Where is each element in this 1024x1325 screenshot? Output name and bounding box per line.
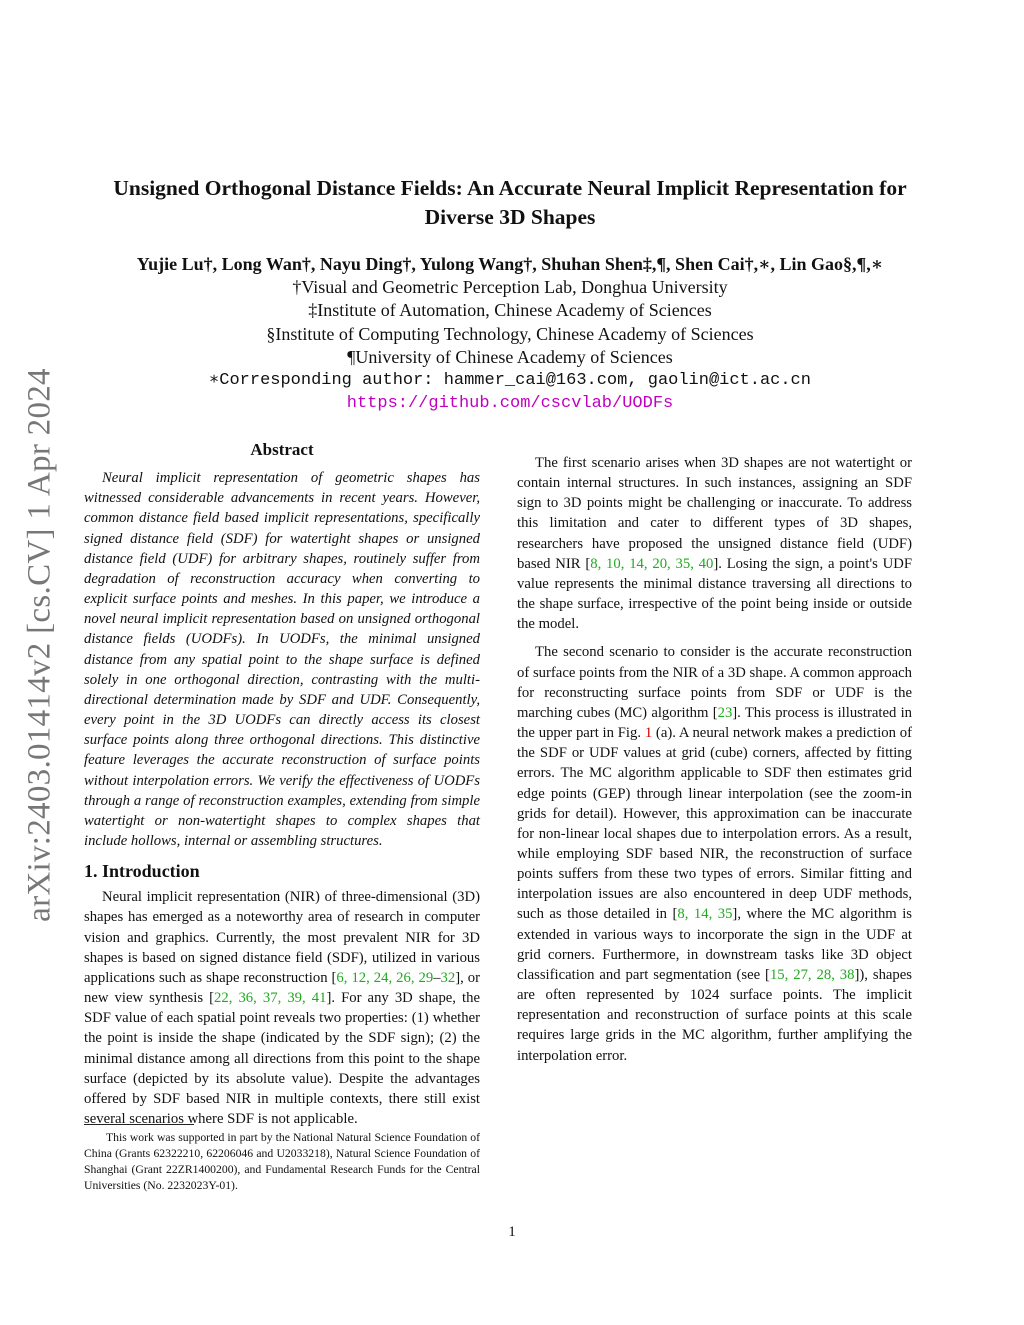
paper-title: Unsigned Orthogonal Distance Fields: An Accurate Neural Implicit Representation for Diverse 3D Shapes <box>113 176 907 229</box>
intro-paragraph-3: The second scenario to consider is the accurate reconstruction of surface points from the NIR of a 3D shape. A common approach for reconstructing surface points from SDF or UDF is the marching cubes (MC) algorithm [23]. This process is illustrated in the upper part in Fig. 1 (a). A neural network makes a prediction of the SDF or UDF values at grid (cube) corners, affected by fitting errors. The MC algorithm applicable to SDF then estimates grid edge points (GEP) through linear interpolation (see the zoom-in grids for detail). However, this approximation can be inaccurate for non-linear local shapes due to interpolation errors. As a result, while employing SDF based NIR, the reconstruction of surface points suffers from these two types of errors. Similar fitting and interpolation issues are also encountered in deep UDF methods, such as those detailed in [8, 14, 35], where the MC algorithm is extended in various ways to incorporate the sign in the UDF at grid corners. Furthermore, in downstream tasks like 3D object classification and part segmentation (see [15, 27, 28, 38]), shapes are often represented by 1024 surface points. The implicit representation and reconstruction of surface points at this scale requires large grids in the MC algorithm, further amplifying the interpolation error. <box>517 644 913 1064</box>
page-number: 1 <box>508 1224 516 1240</box>
affiliation-donghua: †Visual and Geometric Perception Lab, Donghua University <box>292 277 728 297</box>
citation-group-4[interactable] <box>718 705 733 721</box>
citation-39[interactable]: 39 <box>287 990 302 1007</box>
citation-29[interactable]: 29 <box>418 969 434 986</box>
citation-32[interactable]: 32 <box>440 969 456 986</box>
citation-38[interactable]: 38 <box>839 966 855 983</box>
affiliation-ucas: ¶University of Chinese Academy of Sciences <box>347 346 673 367</box>
citation-10[interactable]: 10 <box>606 555 621 572</box>
citation-20[interactable]: 20 <box>652 555 668 572</box>
citation-group-2[interactable]: 22, 36, 37, 39, 41 <box>214 990 327 1007</box>
funding-footnote <box>84 1130 480 1194</box>
citation-group-5[interactable]: 8, 14, 35 <box>677 906 733 923</box>
citation-6[interactable]: 6 <box>336 969 344 986</box>
citation-24[interactable]: 24 <box>373 969 389 986</box>
citation-group-1[interactable]: 6, 12, 24, 26, 29 <box>336 969 434 986</box>
footnote-text: This work was supported in part by the National Natural Science Foundation of China (Grants 62322210, 62206046 and U2033218), Natural Science Foundation of Shanghai (Grant 22ZR1400200), and Fundamental Research Funds for the Central Universities (No. 2232023Y-01). <box>84 1131 480 1192</box>
citation-35[interactable]: 35 <box>675 555 691 572</box>
author-list: Yujie Lu†, Long Wan†, Nayu Ding†, Yulong Wang†, Shuhan Shen‡,¶, Shen Cai†,∗, Lin Gao§,¶,∗ <box>136 254 884 274</box>
citation-36[interactable]: 36 <box>238 990 254 1007</box>
repo-link[interactable]: https://github.com/cscvlab/UODFs <box>346 394 674 414</box>
arxiv-side-label <box>12 355 68 935</box>
citation-12[interactable]: 12 <box>351 969 367 986</box>
citation-15[interactable]: 15 <box>769 966 785 983</box>
intro-paragraph-1: Neural implicit representation (NIR) of three-dimensional (3D) shapes has emerged as a noteworthy area of research in computer vision and graphics. Currently, the most prevalent NIR for 3D shapes is based on signed distance field (SDF), utilized in various applications such as shape reconstruction [6, 12, 24, 26, 29–32], or new view synthesis [22, 36, 37, 39, 41]. For any 3D shape, the SDF value of each spatial point reveals two properties: (1) whether the point is inside the shape (indicated by the SDF sign); (2) the minimal distance among all directions from this point to the shape surface (depicted by its absolute value). Despite the advantages offered by SDF based NIR in multiple contexts, there still exist several scenarios where SDF is not applicable. <box>84 889 481 1127</box>
citation-23[interactable]: 23 <box>717 704 733 721</box>
intro-paragraph-1-continued: ]. For any 3D shape, the SDF value of each spatial point reveals two properties: (1) whether the point is inside the shape (indicated by the SDF sign); (2) the minimal distance among all directions from this point to the shape surface (depicted by its absolute value). Despite the advantages offered by SDF based NIR in multiple contexts, there still exist several scenarios where SDF is not applicable. <box>84 990 480 1127</box>
citation-14[interactable]: 14 <box>629 555 644 572</box>
citation-8[interactable]: 8 <box>590 555 598 572</box>
introduction-heading: 1. Introduction <box>84 861 200 882</box>
abstract-heading: Abstract <box>250 440 314 459</box>
citation-40[interactable]: 40 <box>698 555 714 572</box>
citation-26[interactable]: 26 <box>396 969 411 986</box>
arxiv-identifier: arXiv:2403.01414v2 [cs.CV] 1 Apr 2024 <box>21 368 58 922</box>
corresponding-author: ∗Corresponding author: hammer_cai@163.com, gaolin@ict.ac.cn <box>209 371 811 391</box>
right-column <box>517 445 912 1066</box>
footnote-rule <box>84 1124 194 1125</box>
left-column <box>84 440 480 1129</box>
citation-35[interactable]: 35 <box>717 906 733 923</box>
citation-37[interactable]: 37 <box>262 990 278 1007</box>
citation-group-6[interactable]: 15, 27, 28, 38 <box>769 966 855 983</box>
affiliation-casia: ‡Institute of Automation, Chinese Academy of Sciences <box>308 300 712 321</box>
citation-41[interactable]: 41 <box>311 990 327 1007</box>
citation-22[interactable]: 22 <box>214 990 229 1007</box>
abstract-text: Neural implicit representation of geometric shapes has witnessed considerable advancements in recent years. However, common distance field based implicit representations, specifically signed distance field (SDF) for watertight shapes or unsigned distance field (UDF) for arbitrary shapes, routinely suffer from degradation of reconstruction accuracy when converting to explicit surface points and meshes. In this paper, we introduce a novel neural implicit representation based on unsigned orthogonal distance fields (UODFs). In UODFs, the minimal unsigned distance from any spatial point to the shape surface is defined solely in one orthogonal direction, contrasting with the multi-directional determination made by SDF and UDF. Consequently, every point in the 3D UODFs can directly access its closest surface points along three orthogonal directions. This distinctive feature leverages the accurate reconstruction of surface points without interpolation errors. We verify the effectiveness of UODFs through a range of reconstruction examples, extending from simple watertight or non-watertight shapes to complex shapes that include hollows, internal or assembling structures. <box>84 470 480 849</box>
citation-28[interactable]: 28 <box>816 966 832 983</box>
citation-group-3[interactable]: 8, 10, 14, 20, 35, 40 <box>590 555 714 572</box>
affiliation-ict: §Institute of Computing Technology, Chinese Academy of Sciences <box>266 323 754 344</box>
intro-paragraph-2: The first scenario arises when 3D shapes are not watertight or contain internal structures. In such instances, assigning an SDF sign to 3D points might be challenging or inaccurate. To address this limitation and cater to different types of 3D shapes, researchers have proposed the unsigned distance field (UDF) based NIR [8, 10, 14, 20, 35, 40]. Losing the sign, a point's UDF value represents the minimal distance traversing all directions to the shape surface, irrespective of the point being inside or outside the model. <box>517 455 913 633</box>
citation-8[interactable]: 8 <box>677 906 685 923</box>
affiliations <box>60 276 960 416</box>
citation-27[interactable]: 27 <box>793 966 808 983</box>
citation-14[interactable]: 14 <box>693 906 709 923</box>
figure-1-reference[interactable]: 1 <box>644 725 653 742</box>
